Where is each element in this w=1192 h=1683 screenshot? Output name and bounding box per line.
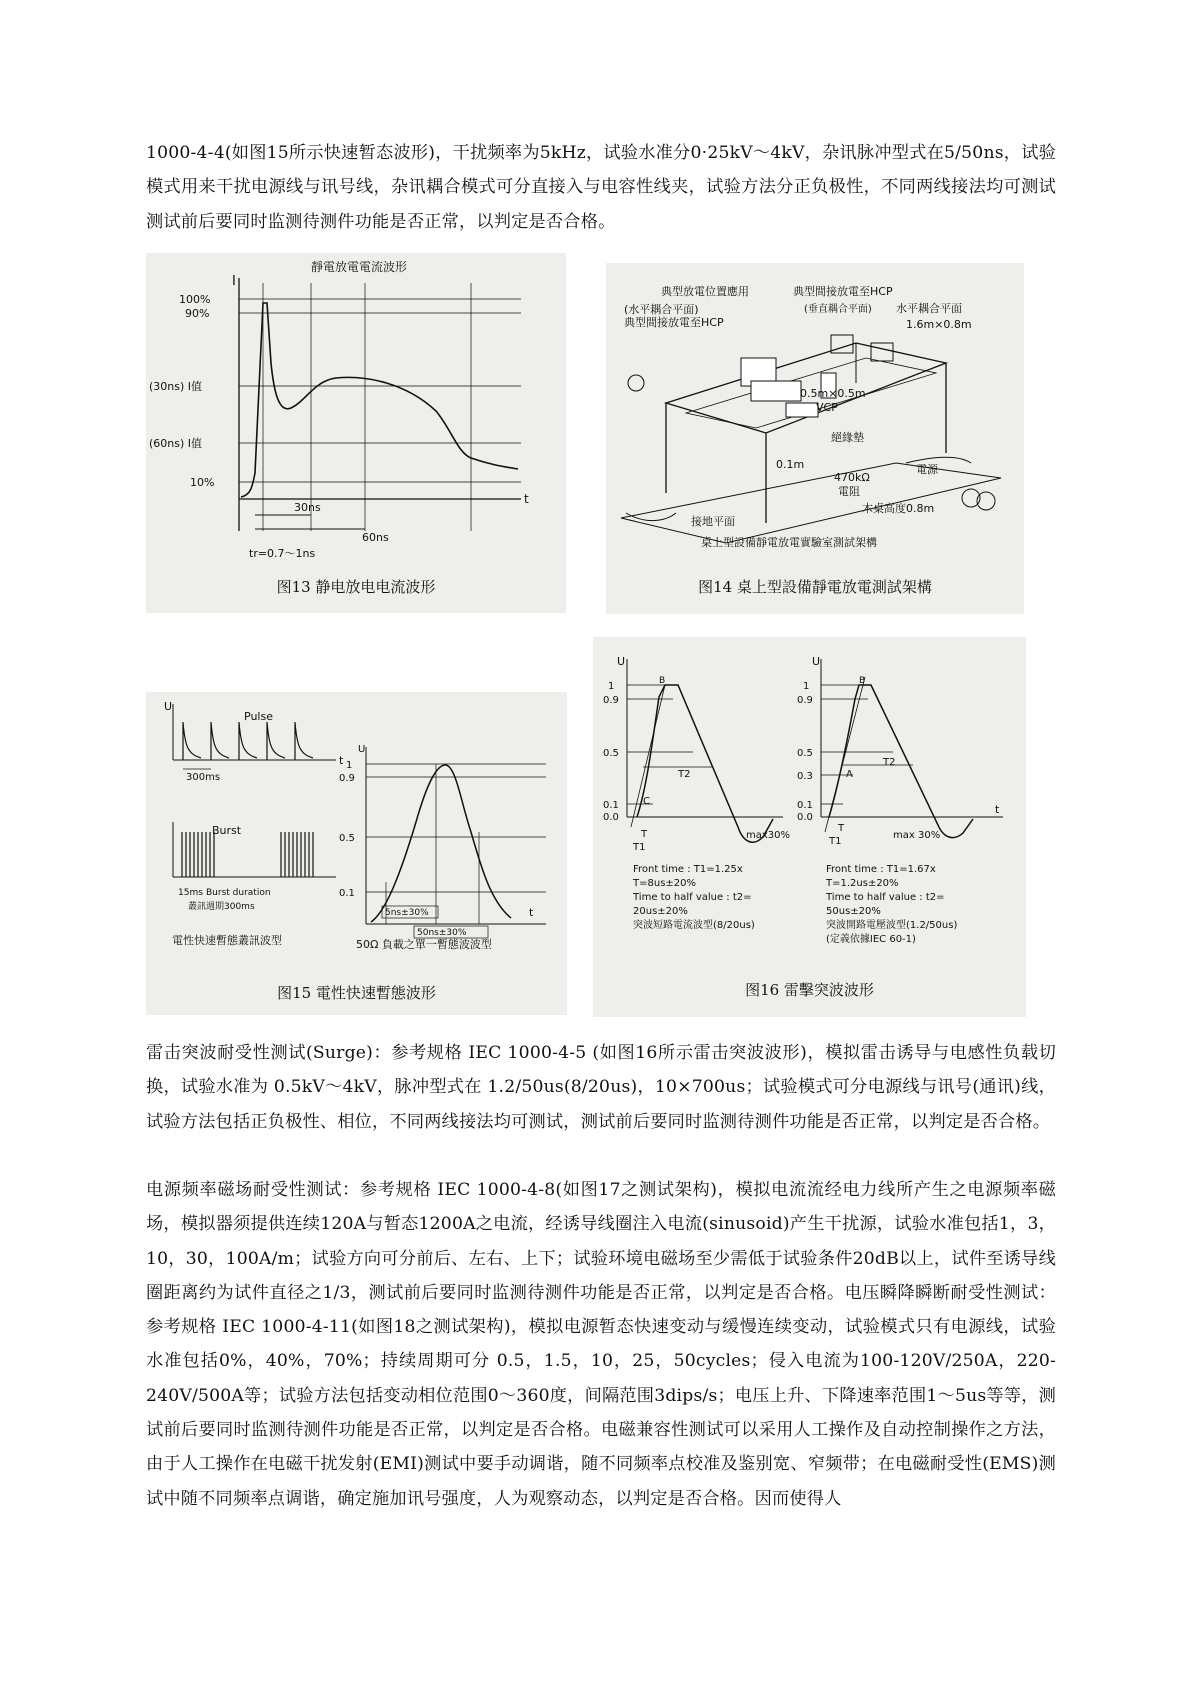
fig16-u-label: U	[617, 655, 626, 668]
fig14-label: 典型間接放電至HCP	[624, 316, 724, 329]
fig16-t-label: t	[995, 803, 1000, 816]
fig16-left-note: Front time : T1=1.25x	[633, 864, 743, 875]
fig14-label: 0.5m×0.5m	[800, 387, 866, 400]
fig16-left-mark: T2	[678, 769, 691, 780]
fig15-rise: 5ns±30%	[385, 908, 429, 918]
fig15-ytick: 0.5	[339, 833, 355, 844]
fig13-caption: 图13 静电放电电流波形	[276, 578, 436, 596]
fig15-burst-duration: Burst duration	[206, 888, 271, 898]
fig16-left-ytick: 0.9	[603, 695, 619, 706]
fig16-right-note: T=1.2us±20%	[826, 878, 899, 889]
fig15-burst-dur-ms: 15ms	[178, 888, 203, 898]
fig15-t-label-2: t	[529, 906, 534, 919]
fig14-label: 水平耦合平面	[896, 302, 962, 315]
fig16-left-mark: T1	[633, 842, 646, 853]
figure-16	[593, 637, 1026, 1017]
fig13-dim-tr: tr=0.7～1ns	[249, 547, 316, 560]
fig16-right-ytick: 0.1	[797, 800, 813, 811]
fig14-label: 0.1m	[776, 458, 805, 471]
fig14-label: VCP	[816, 401, 838, 414]
intro-paragraph: 1000-4-4(如图15所示快速暂态波形)，干扰频率为5kHz，试验水准分0·25kV～4kV，杂讯脉冲型式在5/50ns，试验模式用来干扰电源线与讯号线，杂讯耦合模式可分直接入与电容性线夹，试验方法分正负极性，不同两线接法均可测试测试前后要同时监测待测件功能是否正常，以判定是否合格。	[146, 143, 1056, 232]
fig14-caption: 图14 桌上型設備靜電放電測試架構	[698, 578, 932, 596]
fig16-left-mark: max30%	[746, 830, 791, 841]
fig13-dim-30ns: 30ns	[294, 501, 321, 514]
fig15-period-label: 300ms	[186, 772, 221, 783]
fig16-right-mark: T	[838, 823, 845, 834]
fig13-ylabel: I	[232, 274, 236, 289]
fig16-left-note: 突波短路電流波型(8/20us)	[633, 920, 755, 931]
fig16-left-ytick: 0.0	[603, 812, 619, 823]
fig16-left-ytick: 1	[608, 681, 615, 692]
fig14-label: 絕緣墊	[831, 431, 864, 444]
fig16-right-ytick: 0.9	[797, 695, 813, 706]
fig16-left-mark: C	[643, 796, 650, 807]
fig16-right-mark: T1	[829, 836, 842, 847]
fig14-label: (垂直耦合平面)	[804, 304, 872, 315]
fig15-right-title: 50Ω 負載之單一暫態波波型	[356, 938, 492, 951]
fig16-left-mark: B	[659, 676, 666, 686]
fig16-right-mark: A	[846, 769, 853, 780]
fig14-bottom-label: 桌上型設備靜電放電實驗室測試架構	[701, 536, 877, 549]
fig16-right-mark: max 30%	[893, 830, 941, 841]
figure-15	[146, 692, 567, 1015]
fig14-label: (水平耦合平面)	[624, 303, 699, 316]
fig13-xlabel: t	[524, 492, 529, 506]
fig16-right-note: Time to half value : t2=	[826, 892, 945, 903]
fig16-right-note: 50us±20%	[826, 906, 881, 917]
fig15-left-title: 電性快速暫態叢訊波型	[172, 934, 282, 947]
fig16-right-ytick: 1	[803, 681, 810, 692]
fig15-u-label: U	[164, 700, 173, 713]
fig15-burst-period: 叢訊週期300ms	[188, 902, 255, 912]
fig13-ytick: (30ns) I值	[149, 380, 203, 393]
fig15-ytick: 0.1	[339, 888, 355, 899]
fig16-right-ytick: 0.3	[797, 771, 813, 782]
fig14-label: 電源	[916, 463, 938, 476]
fig16-u-label-2: U	[812, 655, 821, 668]
fig15-ytick: 1	[346, 760, 353, 771]
fig16-right-note: 突波開路電壓波型(1.2/50us)	[826, 920, 958, 931]
fig14-label: 電阻	[838, 485, 860, 498]
fig16-left-ytick: 0.1	[603, 800, 619, 811]
fig13-ytick: (60ns) I值	[149, 437, 203, 450]
fig13-ytick: 90%	[185, 307, 210, 320]
fig15-ytick: 0.9	[339, 773, 355, 784]
fig14-label: 接地平面	[691, 515, 735, 528]
svg-text:U: U	[358, 744, 366, 755]
fig15-pulse-label: Pulse	[244, 710, 273, 723]
fig15-width: 50ns±30%	[417, 928, 467, 938]
fig16-right-mark: T2	[883, 757, 896, 768]
magnetic-field-paragraph: 电源频率磁场耐受性测试：参考规格 IEC 1000-4-8(如图17之测试架构)，模拟电流流经电力线所产生之电源频率磁场，模拟器须提供连续120A与暂态1200A之电流，经诱导线圈注入电流(sinusoid)产生干扰源，试验水准包括1，3，10，30，100A/m；试验方向可分前后、左右、上下；试验环境电磁场至少需低于试验条件20dB以上，试件至诱导线圈距离约为试件直径之1/3，测试前后要同时监测待测件功能是否正常，以判定是否合格。电压瞬降瞬断耐受性测试：参考规格 IEC 1000-4-11(如图18之测试架构)，模拟电源暂态快速变动与缓慢连续变动，试验模式只有电源线，试验水准包括0%，40%，70%；持续周期可分 0.5，1.5，10，25，50cycles；侵入电流为100-120V/250A，220-240V/500A等；试验方法包括变动相位范围0～360度，间隔范围3dips/s；电压上升、下降速率范围1～5us等等，测试前后要同时监测待测件功能是否正常，以判定是否合格。电磁兼容性测试可以采用人工操作及自动控制操作之方法，由于人工操作在电磁干扰发射(EMI)测试中要手动调谐，随不同频率点校准及鉴别宽、窄频带；在电磁耐受性(EMS)测试中随不同频率点调谐，确定施加讯号强度，人为观察动态，以判定是否合格。因而使得人	[146, 1180, 1056, 1509]
surge-paragraph: 雷击突波耐受性测试(Surge)：参考规格 IEC 1000-4-5 (如图16所示雷击突波波形)，模拟雷击诱导与电感性负载切换，试验水准为 0.5kV～4kV，脉冲型式在 1.2/50us(8/20us)，10×700us；试验模式可分电源线与讯号(通讯)线，试验方法包括正负极性、相位，不同两线接法均可测试，测试前后要同时监测待测件功能是否正常，以判定是否合格。	[146, 1043, 1056, 1132]
fig13-ytick: 100%	[179, 293, 211, 306]
fig14-label: 470kΩ	[834, 471, 870, 484]
fig16-right-note: Front time : T1=1.67x	[826, 864, 936, 875]
fig14-label: 木桌高度0.8m	[862, 502, 935, 515]
figure-13	[146, 253, 566, 613]
fig16-left-note: Time to half value : t2=	[633, 892, 752, 903]
fig13-dim-60ns: 60ns	[362, 531, 389, 544]
fig14-label: 典型放電位置應用	[661, 285, 749, 298]
fig16-left-mark: T	[641, 829, 648, 840]
fig14-label: 典型間接放電至HCP	[793, 285, 893, 298]
fig16-right-mark: B	[859, 676, 866, 686]
fig16-right-note: (定義依據IEC 60-1)	[826, 934, 916, 945]
fig16-right-ytick: 0.5	[797, 748, 813, 759]
fig16-left-ytick: 0.5	[603, 748, 619, 759]
fig15-t-label: t	[339, 754, 344, 767]
figure-14	[606, 263, 1024, 614]
fig15-caption: 图15 電性快速暫態波形	[277, 984, 436, 1002]
fig16-left-note: T=8us±20%	[633, 878, 697, 889]
fig14-label: 1.6m×0.8m	[906, 318, 972, 331]
fig16-caption: 图16 雷擊突波波形	[745, 981, 874, 999]
fig16-left-note: 20us±20%	[633, 906, 688, 917]
fig16-right-ytick: 0.0	[797, 812, 813, 823]
fig13-title: 靜電放電電流波形	[311, 260, 408, 274]
fig13-ytick: 10%	[190, 476, 215, 489]
fig15-burst-label: Burst	[212, 824, 242, 837]
